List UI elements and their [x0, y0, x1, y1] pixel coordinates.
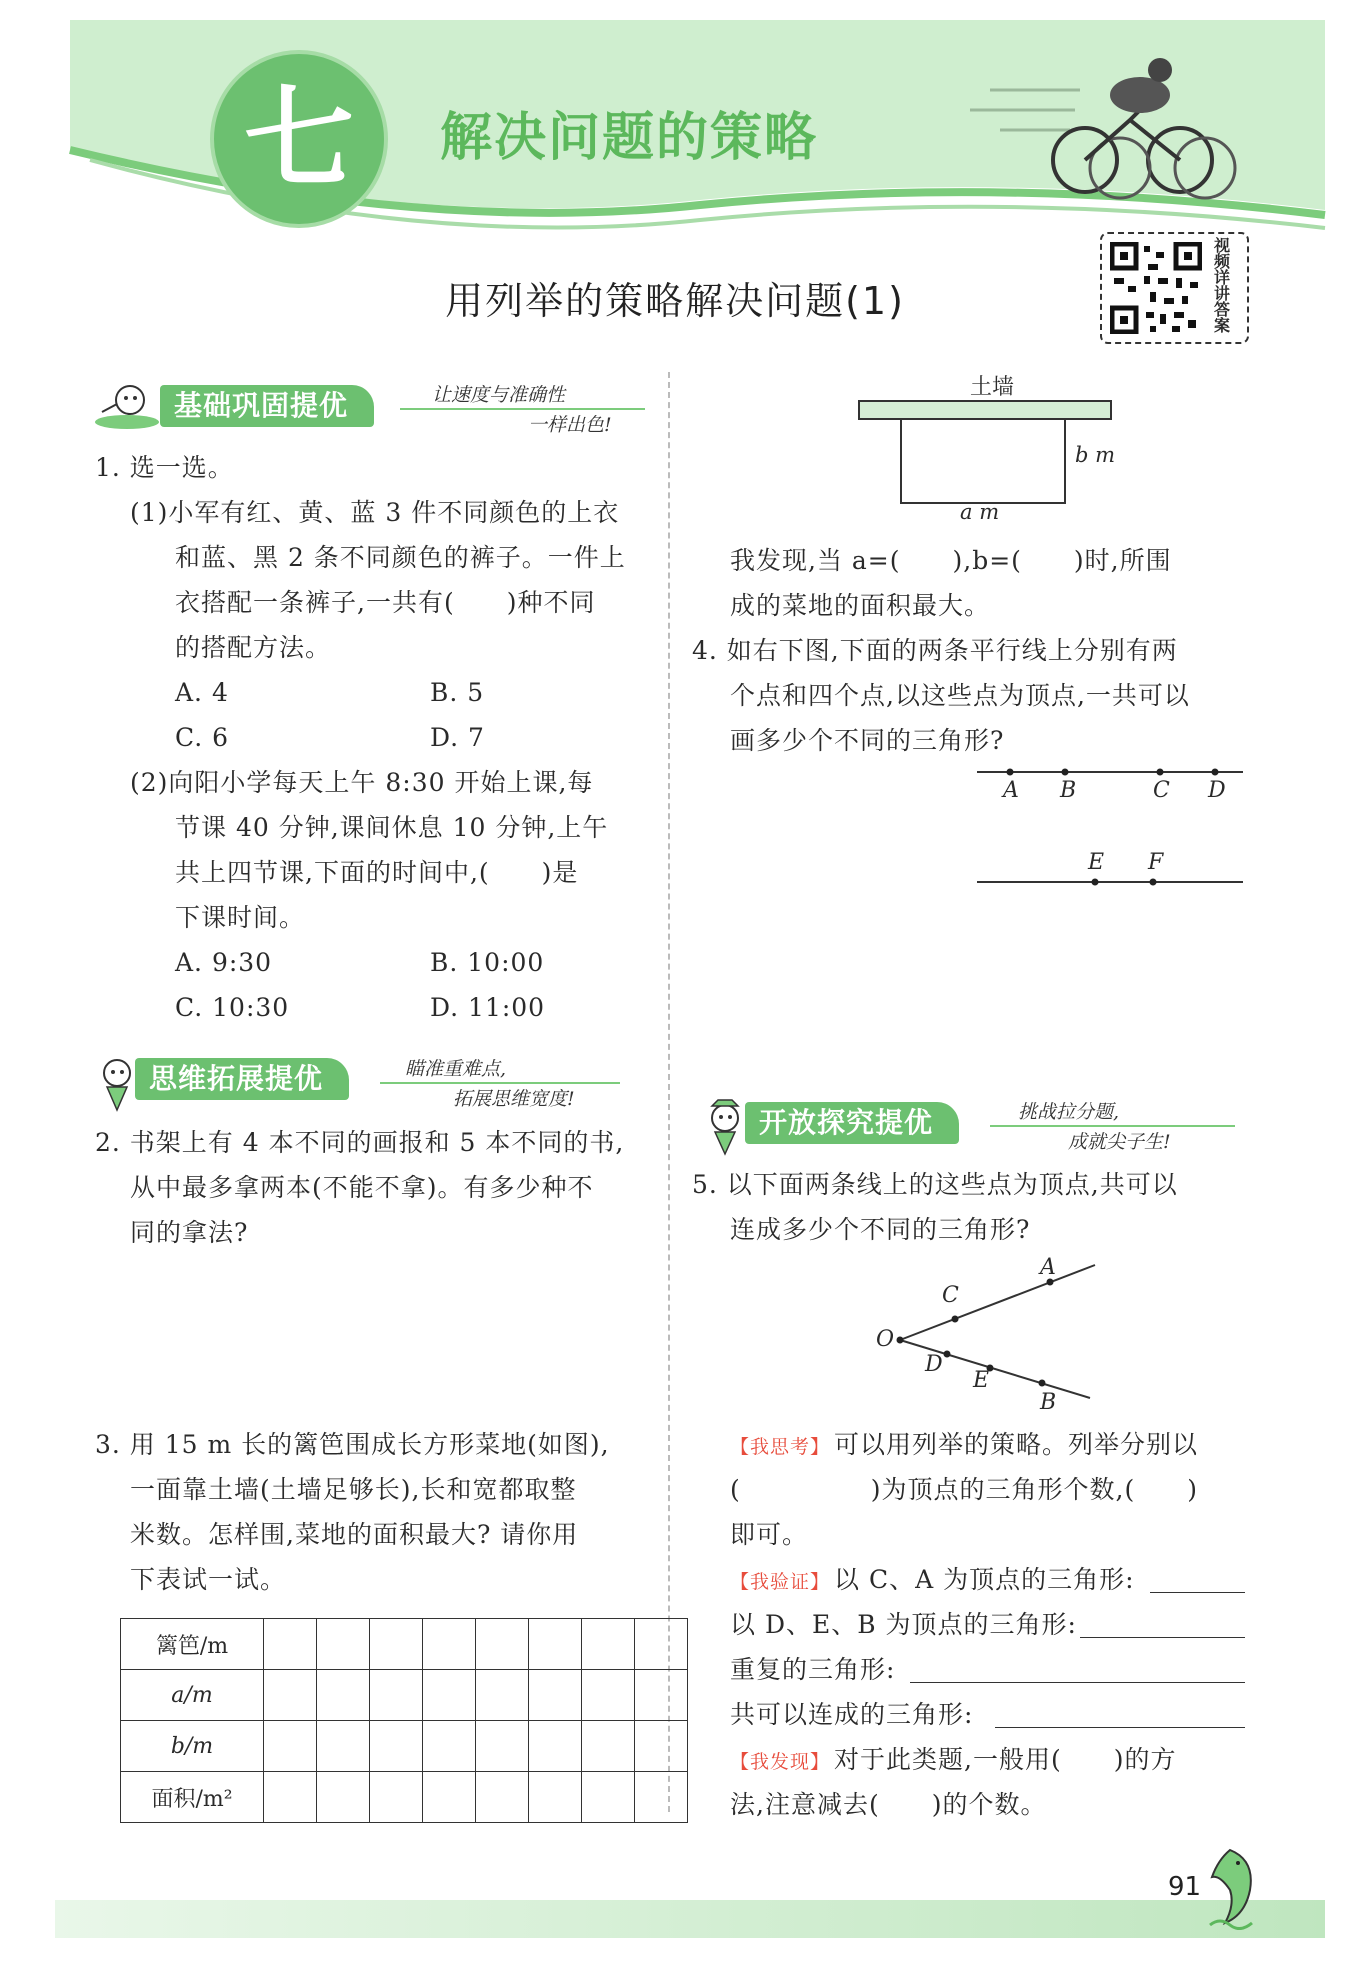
q3-wall-label: 土墙 [970, 375, 1015, 400]
q3-finding-line: 成的菜地的面积最大。 [730, 591, 991, 620]
q1-part2-line: (2)向阳小学每天上午 8:30 开始上课,每 [130, 768, 594, 797]
q2-line: 同的拿法? [130, 1218, 249, 1247]
q1-part2-line: 节课 40 分钟,课间休息 10 分钟,上午 [175, 813, 609, 842]
table-row [121, 1721, 688, 1772]
mascot-explorer-icon [700, 1098, 750, 1158]
q3-finding-line: 我发现,当 a=( ),b=( )时,所围 [730, 546, 1172, 575]
q1-part1-option[interactable]: A. 4 [175, 678, 229, 707]
q1-part2-line: 共上四节课,下面的时间中,( )是 [175, 858, 579, 887]
q5-line: 连成多少个不同的三角形? [730, 1215, 1031, 1244]
find-tag: 【我发现】 [730, 1751, 831, 1773]
table-cell[interactable] [370, 1670, 423, 1721]
q5-find-line: 法,注意减去( )的个数。 [730, 1790, 1047, 1819]
footer-band [55, 1900, 1325, 1938]
q1-part1-option[interactable]: D. 7 [430, 723, 485, 752]
table-cell[interactable] [635, 1772, 688, 1823]
q5-verify-line: 以 D、E、B 为顶点的三角形: [730, 1610, 1077, 1639]
table-cell[interactable] [317, 1721, 370, 1772]
table-row-header: 面积/m² [121, 1772, 264, 1823]
table-cell[interactable] [635, 1721, 688, 1772]
table-row-header: a/m [121, 1670, 264, 1721]
table-row-header: b/m [121, 1721, 264, 1772]
table-cell[interactable] [582, 1670, 635, 1721]
column-divider [668, 372, 670, 1812]
q4-point-label: F [1148, 850, 1164, 875]
q5-point-label: O [876, 1327, 895, 1352]
table-cell[interactable] [370, 1772, 423, 1823]
point-c [952, 1316, 959, 1323]
table-cell[interactable] [529, 1619, 582, 1670]
table-cell[interactable] [582, 1619, 635, 1670]
table-cell[interactable] [476, 1670, 529, 1721]
q5-verify-line [730, 1557, 1135, 1605]
q1-part2-option[interactable]: B. 10:00 [430, 948, 545, 977]
table-cell[interactable] [423, 1772, 476, 1823]
point-d [944, 1351, 951, 1358]
section-slogan-extend-1: 瞄准重难点, [405, 1058, 507, 1080]
q1-part1-line: 的搭配方法。 [175, 633, 332, 662]
q1-part2-option[interactable]: A. 9:30 [175, 948, 273, 977]
point-o [897, 1337, 904, 1344]
point-c [1157, 769, 1164, 776]
point-b [1062, 769, 1069, 776]
q5-think-line [730, 1422, 1198, 1470]
page-number: 91 [1168, 1872, 1202, 1902]
q1-stem: 1. 选一选。 [95, 453, 234, 482]
section-slogan-open-1: 挑战拉分题, [1018, 1101, 1120, 1123]
q1-part1-line: 和蓝、黑 2 条不同颜色的裤子。一件上 [175, 543, 626, 572]
table-cell[interactable] [264, 1772, 317, 1823]
table-cell[interactable] [529, 1772, 582, 1823]
table-cell[interactable] [582, 1721, 635, 1772]
section-label-extend: 思维拓展提优 [135, 1058, 349, 1100]
answer-blank[interactable] [910, 1682, 1245, 1683]
section-slogan-basic-1: 让速度与准确性 [432, 384, 566, 406]
q5-point-label: A [1040, 1255, 1056, 1280]
q5-point-label: E [973, 1368, 990, 1393]
section-label-open: 开放探究提优 [745, 1102, 959, 1144]
q1-part2-line: 下课时间。 [175, 903, 306, 932]
point-a [1007, 769, 1014, 776]
q4-line: 个点和四个点,以这些点为顶点,一共可以 [730, 681, 1190, 710]
q1-part1-line: 衣搭配一条裤子,一共有( )种不同 [175, 588, 596, 617]
section-slogan-underline [400, 408, 645, 410]
table-cell[interactable] [370, 1721, 423, 1772]
point-b [1039, 1380, 1046, 1387]
q1-part1-line: (1)小军有红、黄、蓝 3 件不同颜色的上衣 [130, 498, 620, 527]
q1-part2-option[interactable]: D. 11:00 [430, 993, 546, 1022]
table-cell[interactable] [264, 1721, 317, 1772]
chapter-title: 解决问题的策略 [440, 108, 819, 168]
q3-line: 米数。怎样围,菜地的面积最大? 请你用 [130, 1520, 579, 1549]
point-f [1150, 879, 1157, 886]
table-cell[interactable] [264, 1619, 317, 1670]
section-slogan-open-2: 成就尖子生! [1068, 1131, 1171, 1153]
table-cell[interactable] [635, 1619, 688, 1670]
section-label-basic: 基础巩固提优 [160, 385, 374, 427]
table-cell[interactable] [635, 1670, 688, 1721]
dolphin-icon [1200, 1845, 1265, 1930]
table-row-header: 篱笆/m [121, 1619, 264, 1670]
verify-tag: 【我验证】 [730, 1571, 831, 1593]
q3-trial-table [120, 1618, 688, 1823]
q5-point-label: D [925, 1352, 943, 1377]
q1-part1-option[interactable]: C. 6 [175, 723, 230, 752]
verify-text: 以 C、A 为顶点的三角形: [834, 1565, 1135, 1594]
q2-line: 从中最多拿两本(不能不拿)。有多少种不 [130, 1173, 594, 1202]
q5-angle-figure [880, 1255, 1100, 1410]
section-slogan-underline [380, 1082, 620, 1084]
chapter-number: 七 [244, 75, 354, 203]
table-cell[interactable] [529, 1670, 582, 1721]
table-cell[interactable] [264, 1670, 317, 1721]
table-cell[interactable] [529, 1721, 582, 1772]
chapter-badge [210, 50, 388, 228]
q4-point-label: A [1003, 778, 1019, 803]
q4-line: 画多少个不同的三角形? [730, 726, 1005, 755]
table-cell[interactable] [476, 1772, 529, 1823]
table-cell[interactable] [476, 1721, 529, 1772]
find-text: 对于此类题,一般用( )的方 [834, 1745, 1177, 1774]
q5-point-label: B [1040, 1390, 1057, 1415]
lesson-title: 用列举的策略解决问题(1) [445, 279, 905, 323]
q2-line: 2. 书架上有 4 本不同的画报和 5 本不同的书, [95, 1128, 625, 1157]
q3-line: 一面靠土墙(土墙足够长),长和宽都取整 [130, 1475, 577, 1504]
point-d [1212, 769, 1219, 776]
think-text: 可以用列举的策略。列举分别以 [834, 1430, 1199, 1459]
q3-wall [858, 400, 1112, 420]
q1-part2-option[interactable]: C. 10:30 [175, 993, 290, 1022]
table-row [121, 1670, 688, 1721]
table-cell[interactable] [582, 1772, 635, 1823]
q5-line: 5. 以下面两条线上的这些点为顶点,共可以 [692, 1170, 1178, 1199]
q5-find-line [730, 1737, 1176, 1785]
think-tag: 【我思考】 [730, 1436, 831, 1458]
table-cell[interactable] [317, 1772, 370, 1823]
q3-line: 3. 用 15 m 长的篱笆围成长方形菜地(如图), [95, 1430, 610, 1459]
table-row [121, 1619, 688, 1670]
table-row [121, 1772, 688, 1823]
table-cell[interactable] [370, 1619, 423, 1670]
table-cell[interactable] [423, 1619, 476, 1670]
table-cell[interactable] [423, 1670, 476, 1721]
table-cell[interactable] [317, 1670, 370, 1721]
q3-label-a: a m [960, 500, 1000, 524]
q5-point-label: C [942, 1283, 959, 1308]
qr-label: 视频详讲答案 [1214, 236, 1231, 335]
section-slogan-underline [990, 1125, 1235, 1127]
q4-point-label: E [1088, 850, 1105, 875]
answer-blank[interactable] [1150, 1592, 1245, 1593]
q3-garden-rect [900, 418, 1066, 504]
q3-line: 下表试一试。 [130, 1565, 287, 1594]
point-e [1092, 879, 1099, 886]
table-cell[interactable] [423, 1721, 476, 1772]
q5-verify-line: 重复的三角形: [730, 1655, 896, 1684]
q3-label-b: b m [1075, 443, 1116, 467]
q4-point-label: B [1060, 778, 1077, 803]
table-cell[interactable] [317, 1619, 370, 1670]
table-cell[interactable] [476, 1619, 529, 1670]
q4-line: 4. 如右下图,下面的两条平行线上分别有两 [692, 636, 1178, 665]
q5-think-line: ( )为顶点的三角形个数,( ) [730, 1475, 1198, 1504]
q5-verify-line: 共可以连成的三角形: [730, 1700, 974, 1729]
q5-think-line: 即可。 [730, 1520, 809, 1549]
q1-part1-option[interactable]: B. 5 [430, 678, 485, 707]
mascot-skateboard-icon [92, 382, 162, 432]
q4-point-label: D [1208, 778, 1226, 803]
answer-blank[interactable] [1080, 1637, 1245, 1638]
section-slogan-basic-2: 一样出色! [528, 414, 612, 436]
cyclist-illustration [1040, 50, 1240, 200]
section-slogan-extend-2: 拓展思维宽度! [453, 1088, 575, 1110]
answer-blank[interactable] [995, 1727, 1245, 1728]
q4-point-label: C [1153, 778, 1170, 803]
